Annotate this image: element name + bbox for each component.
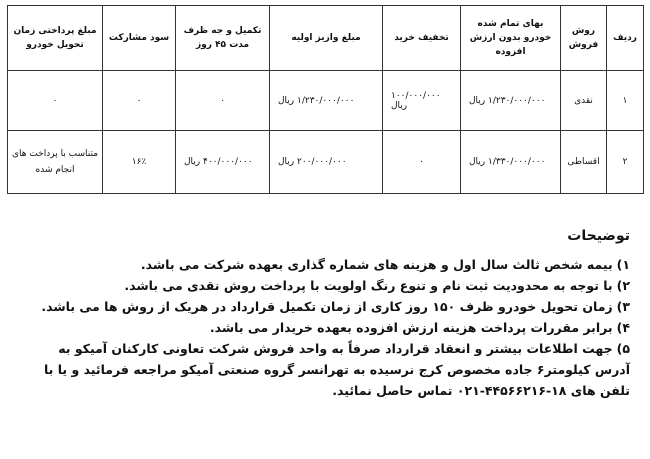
note-number: ۴) — [616, 320, 630, 335]
list-item — [30, 254, 630, 275]
note-text: جهت اطلاعات بیشتر و انعقاد قرارداد صرفاً به واحد فروش شرکت تعاونی کارکنان آمیکو به آدرس کیلومتر۶ جاده مخصوص کرج نرسیده به تهرانسر گروه صنعتی آمیکو مراجعه فرمائید و یا با تلفن های ۱۸-۴۴۵۶۶۲۱۶-۰۲۱ تماس حاصل نمائید. — [43, 341, 630, 398]
cell-pardakht: متناسب با پرداخت های انجام شده — [8, 131, 103, 194]
header-pardakht: مبلغ پرداختی زمان تحویل خودرو — [8, 6, 103, 71]
list-item — [30, 338, 630, 401]
cell-takmil: ۰ — [176, 71, 270, 131]
header-variz: مبلغ واریز اولیه — [270, 6, 383, 71]
note-number: ۲) — [616, 278, 630, 293]
header-ravesh: روش فروش — [561, 6, 607, 71]
note-text: بیمه شخص ثالث سال اول و هزینه های شماره گذاری بعهده شرکت می باشد. — [140, 257, 613, 272]
cell-radif: ۲ — [607, 131, 644, 194]
cell-takhfif: ۱۰۰/۰۰۰/۰۰۰ ریال — [383, 71, 461, 131]
list-item — [30, 275, 630, 296]
list-item — [30, 296, 630, 317]
header-sood: سود مشارکت — [103, 6, 176, 71]
note-text: زمان تحویل خودرو ظرف ۱۵۰ روز کاری از زمان تکمیل قرارداد در هریک از روش ها می باشد. — [41, 299, 613, 314]
header-baha: بهای تمام شده خودرو بدون ارزش افزوده — [461, 6, 561, 71]
notes-list — [30, 254, 630, 401]
cell-pardakht: ۰ — [8, 71, 103, 131]
notes-title: توضیحات — [567, 228, 630, 244]
price-table — [7, 5, 644, 194]
note-number: ۳) — [616, 299, 630, 314]
cell-variz: ۱/۲۳۰/۰۰۰/۰۰۰ ریال — [270, 71, 383, 131]
cell-sood: ۱۶٪ — [103, 131, 176, 194]
cell-baha: ۱/۲۳۰/۰۰۰/۰۰۰ ریال — [461, 71, 561, 131]
note-number: ۵) — [616, 341, 630, 356]
note-text: با توجه به محدودیت ثبت نام و تنوع رنگ اولویت با پرداخت روش نقدی می باشد. — [124, 278, 613, 293]
cell-baha: ۱/۳۳۰/۰۰۰/۰۰۰ ریال — [461, 131, 561, 194]
header-takmil: تکمیل و جه ظرف مدت ۴۵ روز — [176, 6, 270, 71]
note-number: ۱) — [616, 257, 630, 272]
cell-takmil: ۴۰۰/۰۰۰/۰۰۰ ریال — [176, 131, 270, 194]
cell-takhfif: ۰ — [383, 131, 461, 194]
table-header-row — [8, 6, 644, 71]
notes-section — [30, 228, 630, 401]
list-item — [30, 317, 630, 338]
cell-radif: ۱ — [607, 71, 644, 131]
note-text: برابر مقررات پرداخت هزینه ارزش افزوده بعهده خریدار می باشد. — [209, 320, 613, 335]
header-radif: ردیف — [607, 6, 644, 71]
table-row — [8, 71, 644, 131]
cell-ravesh: نقدی — [561, 71, 607, 131]
table-row — [8, 131, 644, 194]
cell-sood: ۰ — [103, 71, 176, 131]
cell-variz: ۲۰۰/۰۰۰/۰۰۰ ریال — [270, 131, 383, 194]
cell-ravesh: اقساطی — [561, 131, 607, 194]
header-takhfif: تخفیف خرید — [383, 6, 461, 71]
